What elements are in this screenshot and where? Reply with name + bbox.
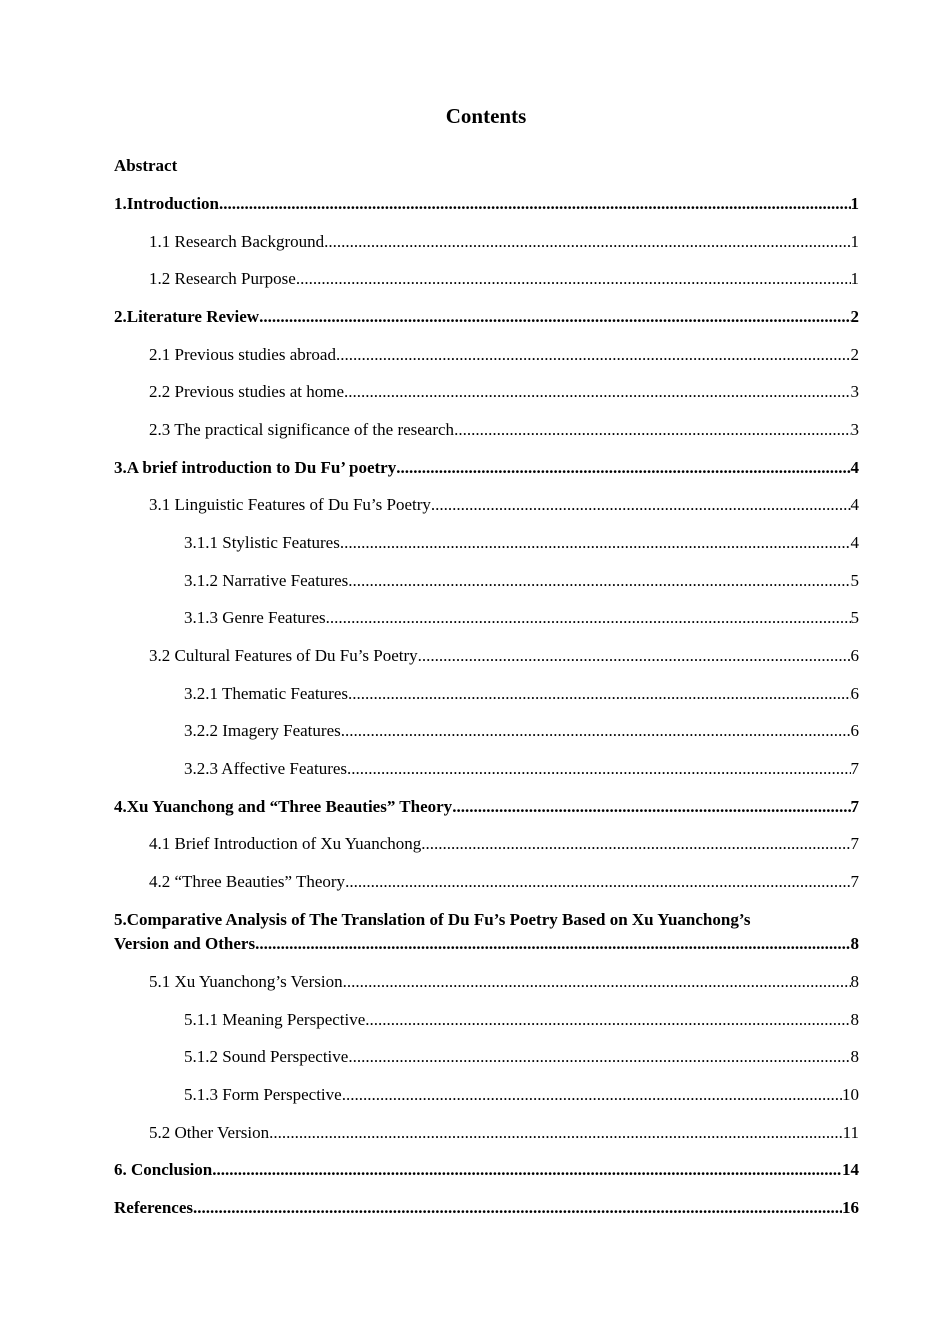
toc-entry-label-line1: 5.Comparative Analysis of The Translation of Du Fu’s Poetry Based on Xu Yuanchong’s bbox=[114, 910, 751, 929]
dot-leader bbox=[212, 1158, 842, 1182]
toc-entry-introduction bbox=[114, 192, 859, 216]
dot-leader bbox=[336, 343, 851, 367]
toc-entry-label: 2.2 Previous studies at home bbox=[149, 382, 345, 401]
toc-entry-conclusion bbox=[114, 1158, 859, 1182]
dot-leader bbox=[344, 380, 850, 404]
toc-entry-practical-significance bbox=[114, 418, 859, 442]
toc-entry-label: 3.2.3 Affective Features bbox=[184, 759, 348, 778]
toc-entry-literature-review bbox=[114, 305, 859, 329]
toc-entry-xu-yuanchong-intro bbox=[114, 832, 859, 856]
toc-entry-label: 3.1.3 Genre Features bbox=[184, 608, 326, 627]
toc-entry-other-version bbox=[114, 1121, 859, 1145]
toc-page-number: 4 bbox=[850, 533, 859, 552]
toc-page-number: 7 bbox=[850, 872, 859, 891]
toc-entry-label: 5.1 Xu Yuanchong’s Version bbox=[149, 972, 343, 991]
toc-page-number: 8 bbox=[850, 972, 859, 991]
toc-page-number: 6 bbox=[850, 646, 859, 665]
dot-leader bbox=[269, 1121, 843, 1145]
dot-leader bbox=[347, 757, 850, 781]
dot-leader bbox=[296, 267, 851, 291]
toc-entry-references bbox=[114, 1196, 859, 1220]
dot-leader bbox=[255, 932, 850, 956]
toc-entry-label: 1.2 Research Purpose bbox=[149, 269, 296, 288]
toc-page-number: 5 bbox=[850, 608, 859, 627]
toc-entry-label: 3.1.2 Narrative Features bbox=[184, 571, 349, 590]
toc-entry-narrative-features bbox=[114, 569, 859, 593]
toc-page-number: 2 bbox=[850, 345, 859, 364]
dot-leader bbox=[421, 832, 850, 856]
toc-entry-research-background bbox=[114, 230, 859, 254]
dot-leader bbox=[219, 192, 850, 216]
toc-entry-label: 5.1.1 Meaning Perspective bbox=[184, 1010, 366, 1029]
toc-entry-stylistic-features bbox=[114, 531, 859, 555]
dot-leader bbox=[345, 870, 850, 894]
toc-entry-imagery-features bbox=[114, 719, 859, 743]
dot-leader bbox=[431, 493, 851, 517]
toc-page-number: 6 bbox=[850, 721, 859, 740]
toc-entry-label: Abstract bbox=[114, 156, 178, 175]
toc-page-number: 10 bbox=[842, 1085, 859, 1104]
dot-leader bbox=[259, 305, 850, 329]
dot-leader bbox=[452, 795, 850, 819]
toc-page-number: 8 bbox=[850, 1010, 859, 1029]
toc-entry-label: 3.1 Linguistic Features of Du Fu’s Poetry bbox=[149, 495, 431, 514]
dot-leader bbox=[396, 456, 850, 480]
dot-leader bbox=[418, 644, 851, 668]
toc-entry-three-beauties-theory bbox=[114, 795, 859, 819]
toc-entry-label: 3.2 Cultural Features of Du Fu’s Poetry bbox=[149, 646, 418, 665]
toc-entry-cultural-features bbox=[114, 644, 859, 668]
dot-leader bbox=[343, 970, 851, 994]
toc-entry-label: 2.3 The practical significance of the research bbox=[149, 420, 455, 439]
toc-entry-comparative-analysis bbox=[114, 908, 859, 956]
toc-entry-linguistic-features bbox=[114, 493, 859, 517]
toc-page-number: 7 bbox=[850, 759, 859, 778]
toc-page-number: 7 bbox=[850, 797, 859, 816]
page-title: Contents bbox=[445, 104, 527, 128]
toc-page-number: 14 bbox=[842, 1160, 859, 1179]
toc-page-number: 6 bbox=[850, 684, 859, 703]
dot-leader bbox=[341, 719, 851, 743]
toc-entry-sound-perspective bbox=[114, 1045, 859, 1069]
dot-leader bbox=[193, 1196, 842, 1220]
toc-entry-label: 5.1.2 Sound Perspective bbox=[184, 1047, 349, 1066]
toc-entry-label: 3.A brief introduction to Du Fu’ poetry bbox=[114, 458, 397, 477]
toc-entry-affective-features bbox=[114, 757, 859, 781]
toc-entry-label: 3.2.1 Thematic Features bbox=[184, 684, 348, 703]
toc-page-number: 1 bbox=[850, 194, 859, 213]
toc-page-number: 4 bbox=[850, 458, 859, 477]
toc-entry-three-beauties bbox=[114, 870, 859, 894]
toc-entry-label: 4.Xu Yuanchong and “Three Beauties” Theory bbox=[114, 797, 453, 816]
toc-entry-studies-abroad bbox=[114, 343, 859, 367]
toc-page-number: 8 bbox=[850, 934, 859, 953]
toc-entry-label: 1.1 Research Background bbox=[149, 232, 325, 251]
dot-leader bbox=[348, 682, 851, 706]
toc-entry-label: 3.1.1 Stylistic Features bbox=[184, 533, 340, 552]
toc-page-number: 11 bbox=[842, 1123, 859, 1142]
dot-leader bbox=[342, 1083, 842, 1107]
dot-leader bbox=[340, 531, 851, 555]
toc-entry-label: 2.Literature Review bbox=[114, 307, 260, 326]
toc-page-number: 2 bbox=[850, 307, 859, 326]
dot-leader bbox=[365, 1008, 850, 1032]
toc-entry-form-perspective bbox=[114, 1083, 859, 1107]
toc-entry-label: 4.2 “Three Beauties” Theory bbox=[149, 872, 346, 891]
toc-entry-label: 2.1 Previous studies abroad bbox=[149, 345, 336, 364]
toc-entry-label: 1.Introduction bbox=[114, 194, 220, 213]
toc-entry-label: 3.2.2 Imagery Features bbox=[184, 721, 341, 740]
toc-page-number: 16 bbox=[842, 1198, 859, 1217]
toc-entry-xu-version bbox=[114, 970, 859, 994]
toc-entry-label: References bbox=[114, 1198, 193, 1217]
toc-entry-thematic-features bbox=[114, 682, 859, 706]
toc-entry-abstract bbox=[114, 154, 859, 178]
toc-entry-label: 4.1 Brief Introduction of Xu Yuanchong bbox=[149, 834, 422, 853]
toc-page-number: 3 bbox=[850, 420, 859, 439]
toc-entry-label: 5.1.3 Form Perspective bbox=[184, 1085, 342, 1104]
toc-entry-research-purpose bbox=[114, 267, 859, 291]
toc-entry-label-line2: Version and Others bbox=[114, 934, 256, 953]
toc-page-number: 1 bbox=[850, 269, 859, 288]
toc-entry-label: 6. Conclusion bbox=[114, 1160, 213, 1179]
toc-page-number: 7 bbox=[850, 834, 859, 853]
dot-leader bbox=[324, 230, 850, 254]
dot-leader bbox=[326, 606, 851, 630]
toc-entry-genre-features bbox=[114, 606, 859, 630]
toc-page-number: 8 bbox=[850, 1047, 859, 1066]
dot-leader bbox=[348, 569, 850, 593]
toc-entry-label: 5.2 Other Version bbox=[149, 1123, 270, 1142]
toc-entry-studies-at-home bbox=[114, 380, 859, 404]
dot-leader bbox=[348, 1045, 850, 1069]
toc-entry-meaning-perspective bbox=[114, 1008, 859, 1032]
dot-leader bbox=[454, 418, 850, 442]
toc-page-number: 3 bbox=[850, 382, 859, 401]
toc-page-number: 5 bbox=[850, 571, 859, 590]
toc-page-number: 1 bbox=[850, 232, 859, 251]
toc-entry-du-fu-intro bbox=[114, 456, 859, 480]
toc-page-number: 4 bbox=[850, 495, 859, 514]
